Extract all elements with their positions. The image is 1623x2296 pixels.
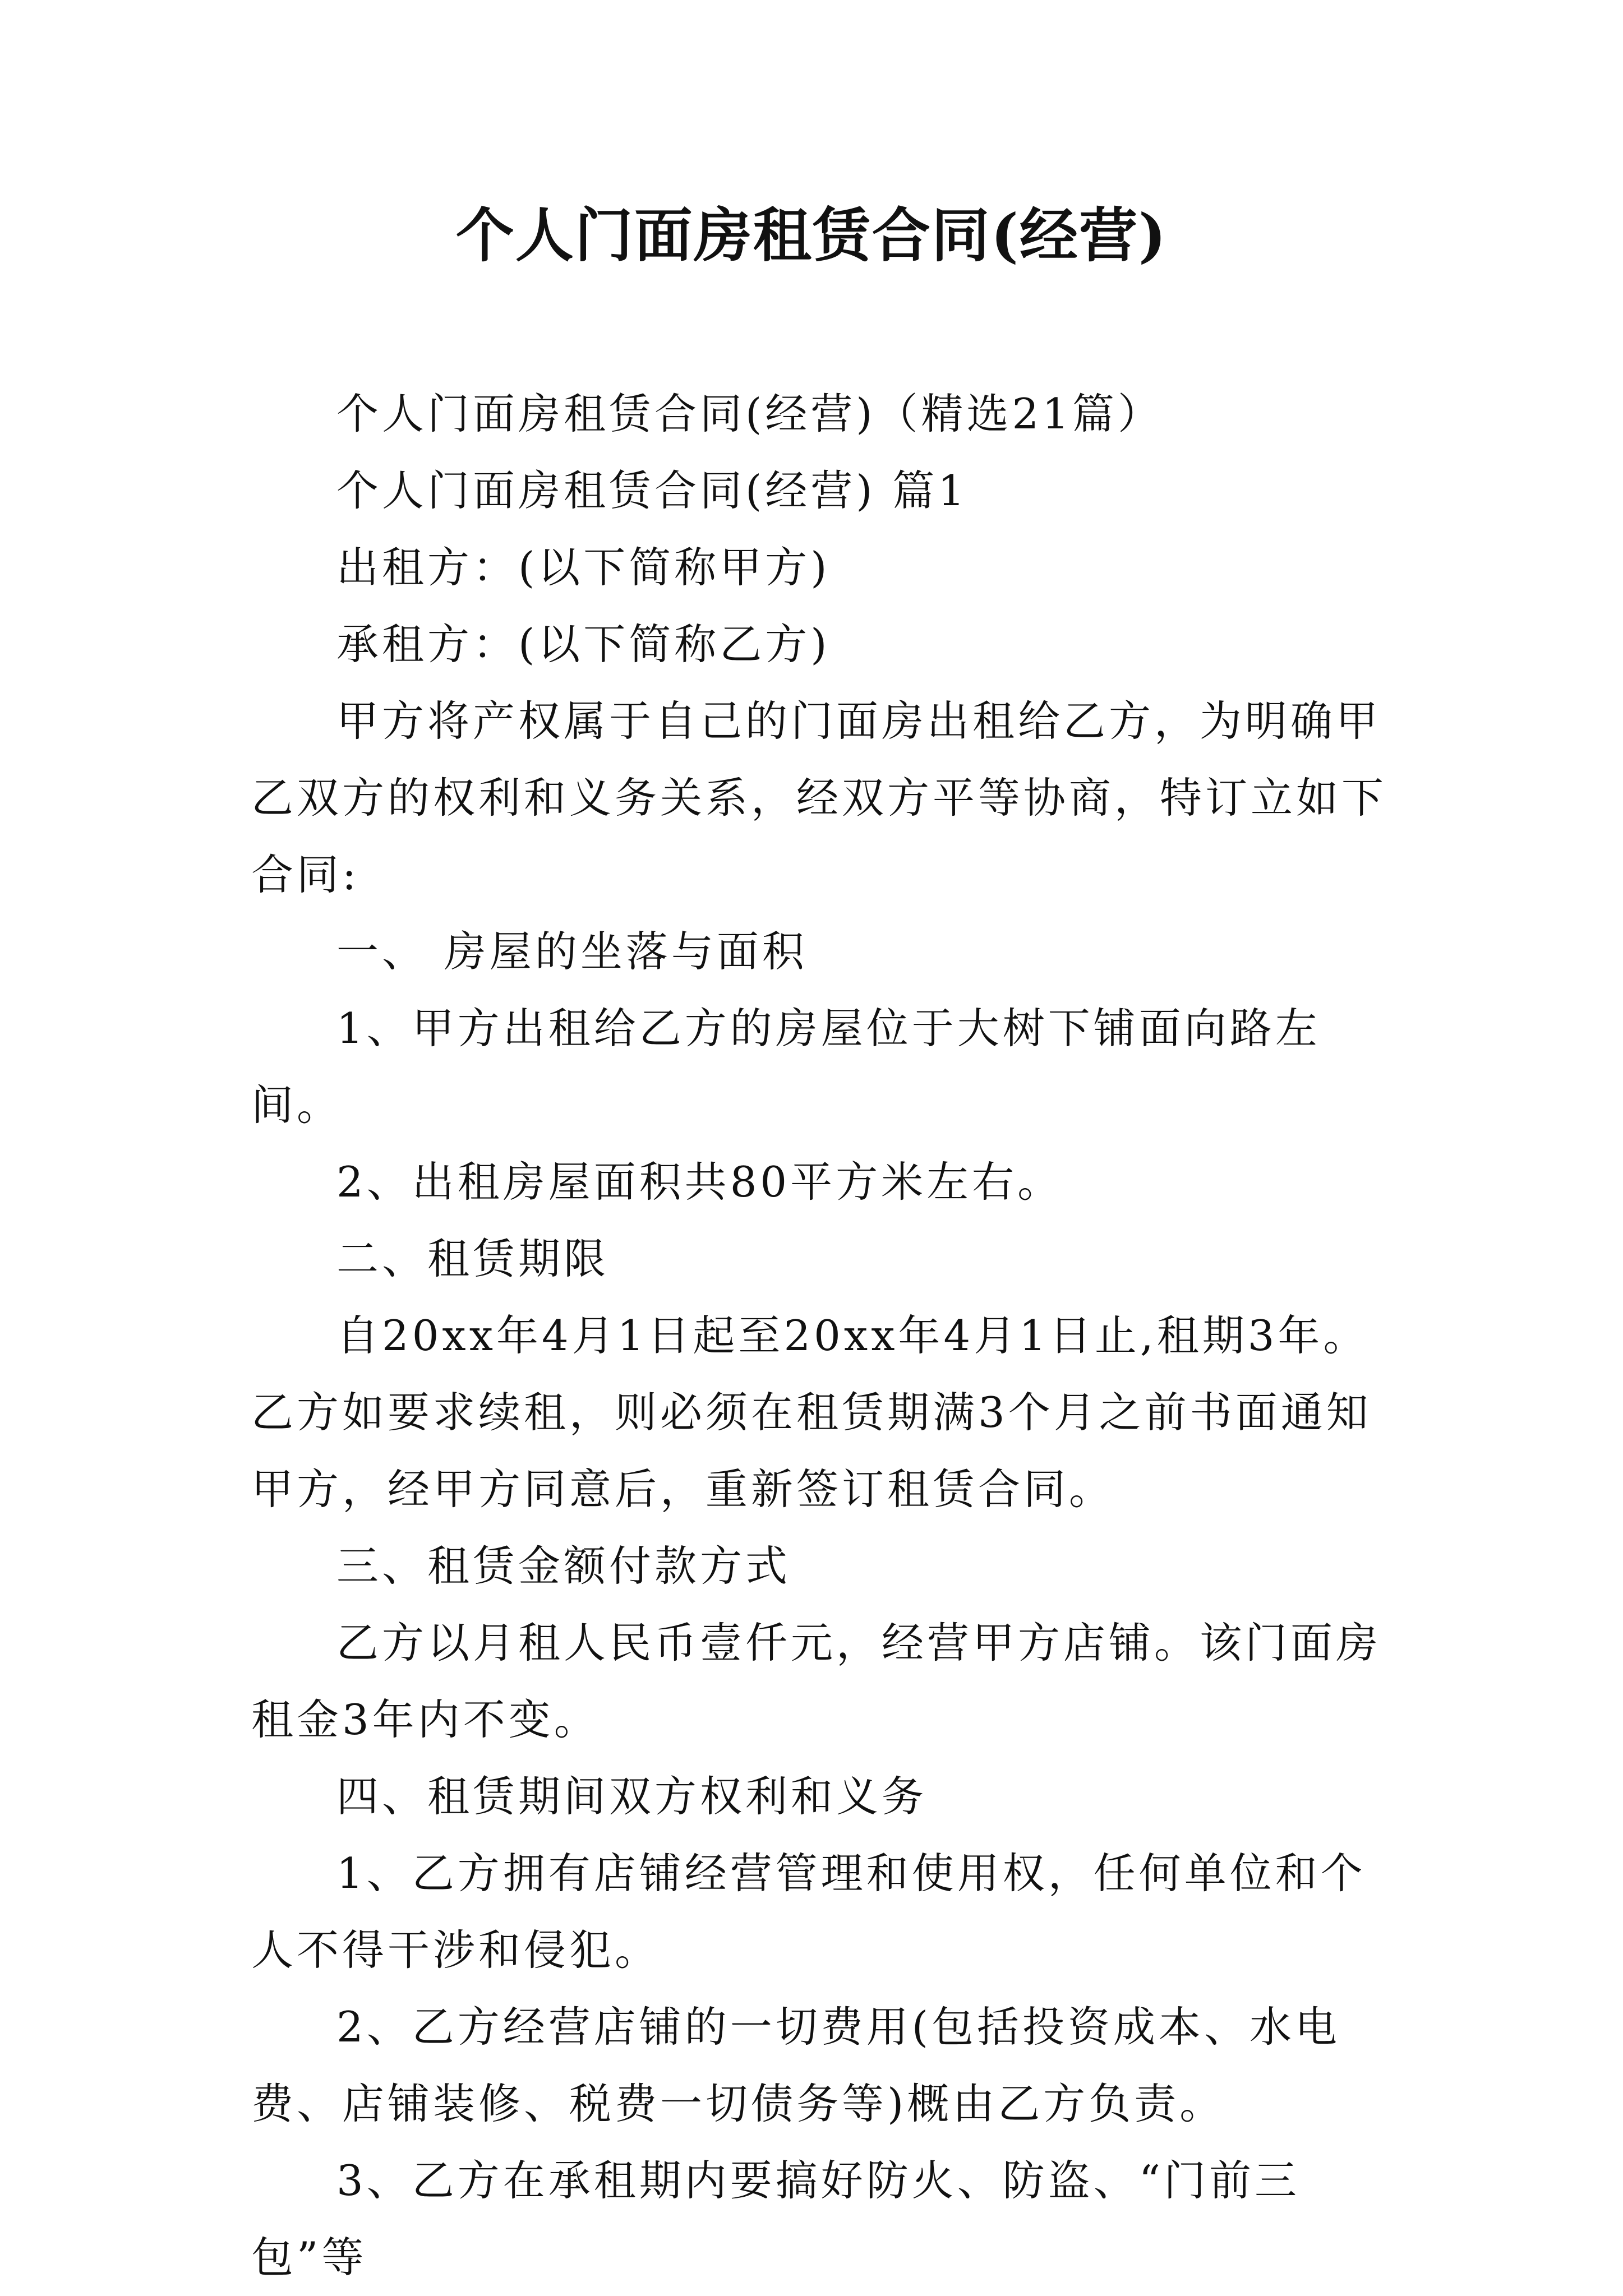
section-heading-rights: 四、租赁期间双方权利和义务	[336, 1772, 928, 1821]
section-heading-location: 一、 房屋的坐落与面积	[336, 927, 808, 976]
paragraph-lessor: 出租方：(以下简称甲方)	[336, 543, 831, 592]
paragraph-article-heading: 个人门面房租赁合同(经营) 篇1	[336, 466, 969, 515]
document-title: 个人门面房租赁合同(经营)	[455, 201, 1168, 270]
paragraph-clause: 乙方以月租人民币壹仟元，经营甲方店铺。该门面房租金3年内不变。	[251, 1618, 1382, 1744]
paragraph-clause: 1、甲方出租给乙方的房屋位于大树下铺面向路左间。	[251, 1004, 1321, 1130]
paragraph-subtitle: 个人门面房租赁合同(经营)（精选21篇）	[336, 389, 1163, 438]
paragraph-clause: 2、乙方经营店铺的一切费用(包括投资成本、水电费、店铺装修、税费一切债务等)概由乙方负责。	[251, 2002, 1340, 2128]
section-heading-payment: 三、租赁金额付款方式	[336, 1541, 791, 1591]
paragraph-clause: 2、出租房屋面积共80平方米左右。	[336, 1157, 1063, 1207]
paragraph-clause: 自20xx年4月1日起至20xx年4月1日止,租期3年。乙方如要求续租，则必须在租赁期满3个月之前书面通知甲方，经甲方同意后，重新签订租赁合同。	[251, 1311, 1372, 1514]
section-heading-term: 二、租赁期限	[336, 1234, 610, 1283]
paragraph-clause: 1、乙方拥有店铺经营管理和使用权，任何单位和个人不得干涉和侵犯。	[251, 1849, 1366, 1975]
paragraph-preamble: 甲方将产权属于自己的门面房出租给乙方，为明确甲乙双方的权利和义务关系，经双方平等协商，特订立如下合同:	[251, 696, 1387, 899]
paragraph-clause: 3、乙方在承租期内要搞好防火、防盗、“门前三包”等	[251, 2156, 1301, 2282]
document-body	[251, 376, 1395, 2296]
paragraph-lessee: 承租方：(以下简称乙方)	[336, 620, 831, 669]
